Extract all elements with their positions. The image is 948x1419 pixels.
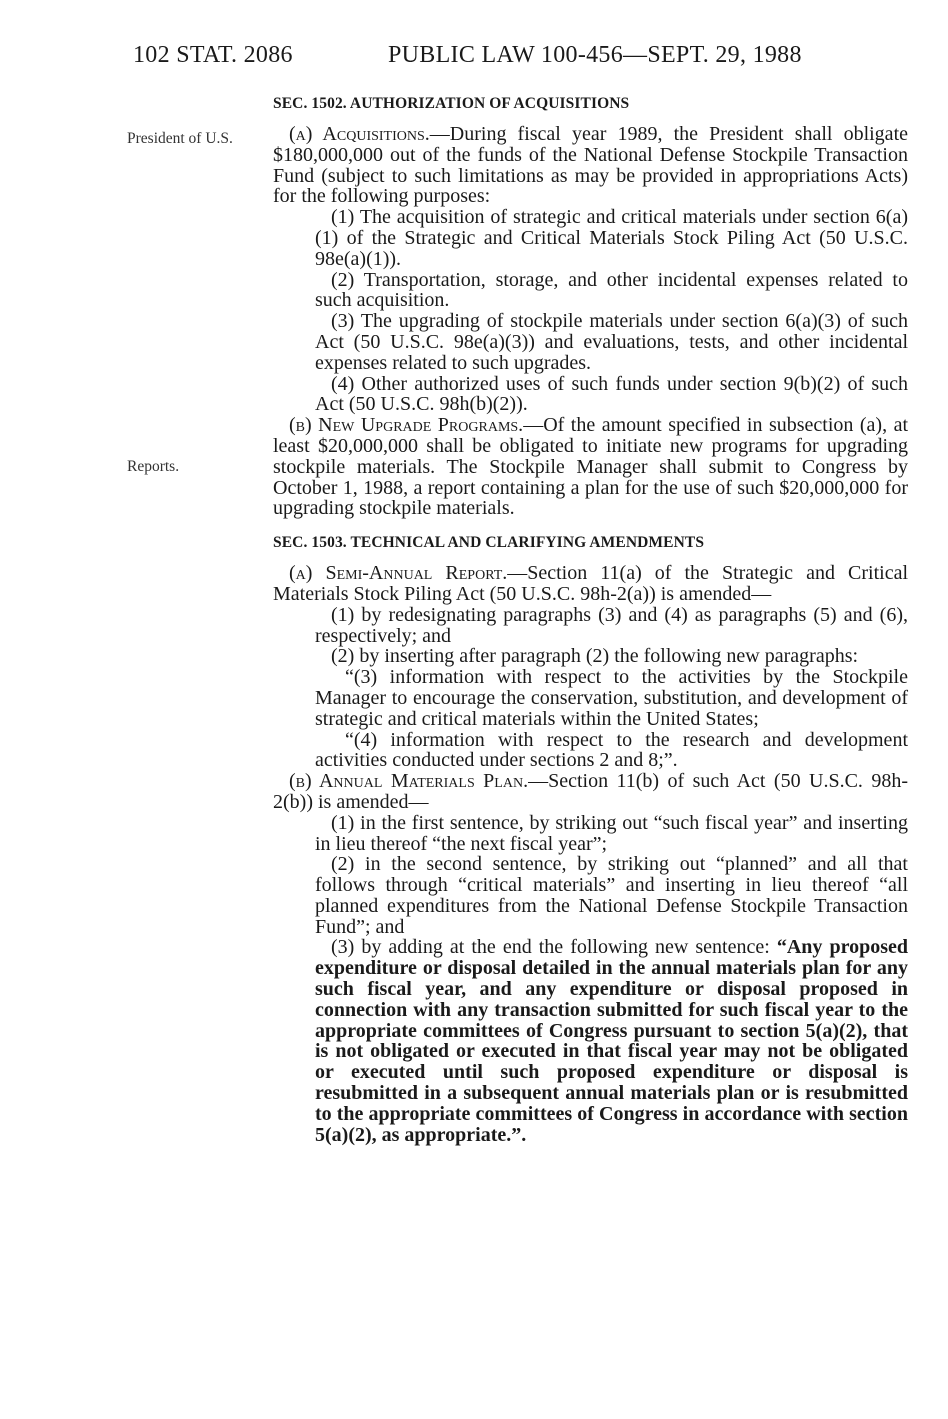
document-body xyxy=(273,94,908,1145)
quoted-paragraph-3: “(3) information with respect to the activities by the Stockpile Manager to encourage the conservation, substitution, and development of strategic and critical materials within the United States; xyxy=(315,666,908,730)
subsection-b-heading: (b) New Upgrade Programs. xyxy=(289,414,524,437)
section-1503-title: SEC. 1503. TECHNICAL AND CLARIFYING AMENDMENTS xyxy=(273,534,705,552)
semi-annual-report-text: —Section 11(a) of the Strategic and Critical Materials Stock Piling Act (50 U.S.C. 98h-2(a)) is amended— xyxy=(273,562,908,605)
stat-page-number: 102 STAT. 2086 xyxy=(133,42,293,68)
subsection-b-text: —Of the amount specified in subsection (a), at least $20,000,000 shall be obligated to initiate new programs for upgrading stockpile materials. The Stockpile Manager shall submit to Congress by October 1, 1988, a report containing a plan for the use of such $20,000,000 for upgrading stockpile materials. xyxy=(273,414,909,520)
paragraph-1: (1) The acquisition of strategic and critical materials under section 6(a)(1) of the Strategic and Critical Materials Stock Piling Act (50 U.S.C. 98e(a)(1)). xyxy=(315,206,908,270)
quoted-paragraph-4: “(4) information with respect to the research and development activities conducted under sections 2 and 8;”. xyxy=(315,728,908,772)
section-1503-subsection-a xyxy=(273,563,908,605)
amendment-a-paragraph-2: (2) by inserting after paragraph (2) the following new paragraphs: xyxy=(331,645,859,668)
section-1502-subsection-a xyxy=(273,124,908,207)
section-1502-subsection-b xyxy=(273,415,908,519)
subsection-a-text: —During fiscal year 1989, the President shall obligate $180,000,000 out of the funds of the National Defense Stockpile Transaction Fund (subject to such limitations as may be provided in appropriations Acts) for the following purposes: xyxy=(273,123,908,208)
paragraph-3: (3) The upgrading of stockpile materials under section 6(a)(3) of such Act (50 U.S.C. 98e(a)(3)) and evaluations, tests, and other incidental expenses related to such upgrades. xyxy=(315,310,908,374)
amendment-b-paragraph-2: (2) in the second sentence, by striking out “planned” and all that follows through “critical materials” and inserting in lieu thereof “all planned expenditures from the National Defense Stockpile Transaction Fund”; and xyxy=(315,853,908,938)
law-citation: PUBLIC LAW 100-456—SEPT. 29, 1988 xyxy=(388,42,802,68)
amendment-b-paragraph-1: (1) in the first sentence, by striking out “such fiscal year” and inserting in lieu thereof “the next fiscal year”; xyxy=(315,811,908,855)
annual-materials-plan-heading: (b) Annual Materials Plan. xyxy=(289,770,529,793)
subsection-a-heading: (a) Acquisitions. xyxy=(289,123,430,145)
amendment-b-paragraph-3-intro: (3) by adding at the end the following new sentence: xyxy=(331,936,770,959)
margin-note-president: President of U.S. xyxy=(127,130,233,147)
amendment-b-paragraph-3 xyxy=(273,937,908,1145)
paragraph-2: (2) Transportation, storage, and other incidental expenses related to such acquisition. xyxy=(315,268,908,312)
paragraph-4: (4) Other authorized uses of such funds under section 9(b)(2) of such Act (50 U.S.C. 98h(b)(2)). xyxy=(315,372,908,416)
page-header xyxy=(0,42,948,82)
amendment-a-paragraph-1: (1) by redesignating paragraphs (3) and (4) as paragraphs (5) and (6), respectively; and xyxy=(315,603,908,647)
section-1503-subsection-b xyxy=(273,771,908,813)
annual-materials-plan-text: —Section 11(b) of such Act (50 U.S.C. 98h-2(b)) is amended— xyxy=(273,770,909,813)
section-1502-title: SEC. 1502. AUTHORIZATION OF ACQUISITIONS xyxy=(273,95,630,112)
new-sentence-quote: “Any proposed expenditure or disposal detailed in the annual materials plan for any such fiscal year, and any expenditure or disposal proposed in connection with any transaction submitted for such fiscal year to the appropriate committees of Congress pursuant to section 5(a)(2), that is not obligated or executed in that fiscal year may not be obligated or executed until such proposed expenditure or disposal is resubmitted in a subsequent annual materials plan or is resubmitted to the appropriate committees of Congress in accordance with section 5(a)(2), as appropriate.”. xyxy=(315,936,908,1146)
margin-note-reports: Reports. xyxy=(127,458,180,475)
semi-annual-report-heading: (a) Semi-Annual Report. xyxy=(289,562,508,585)
